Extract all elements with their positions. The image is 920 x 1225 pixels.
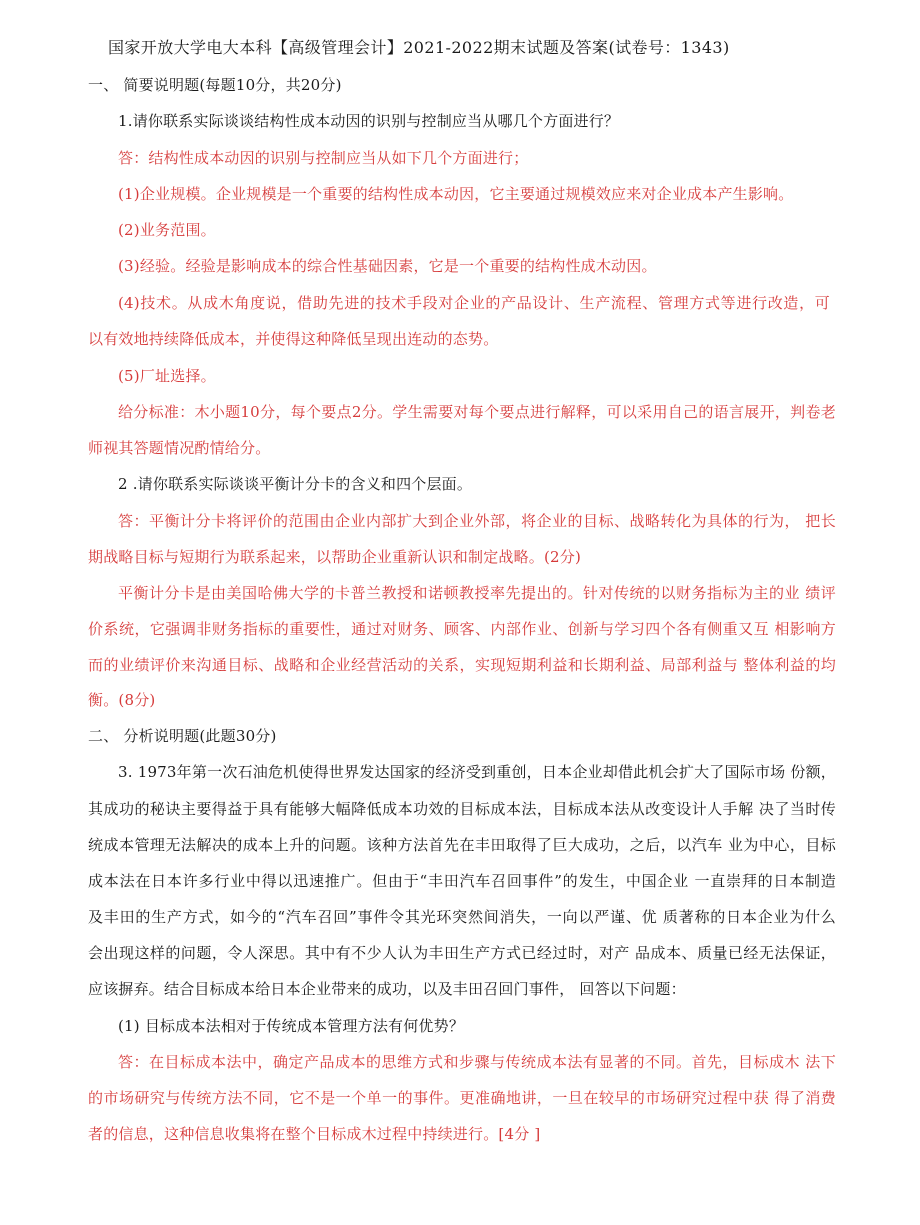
answer-2-line: 答：平衡计分卡将评价的范围由企业内部扩大到企业外部，将企业的目标、战略转化为具体的行为， 把长 — [118, 512, 836, 530]
section-heading-2: 二、 分析说明题(此题30分) — [88, 727, 277, 745]
section-heading-1: 一、 简要说明题(每题10分，共20分) — [88, 76, 342, 94]
case-text-line: 其成功的秘诀主要得益于具有能够大幅降低成本功效的目标成本法，目标成本法从改变设计人手解 决了当时传 — [88, 800, 836, 818]
answer-1-line: (3)经验。经验是影响成本的综合性基础因素，它是一个重要的结构性成木动因。 — [118, 257, 657, 275]
answer-2-line: 衡。(8分) — [88, 691, 156, 709]
sub-answer-line: 者的信息，这种信息收集将在整个目标成木过程中持续进行。[4分 ] — [88, 1125, 541, 1143]
case-text-line: 及丰田的生产方式，如今的“汽车召回”事件令其光环突然间消失，一向以严谨、优 质著称的日本企业为什么 — [88, 908, 836, 926]
answer-1-line: (2)业务范围。 — [118, 221, 216, 239]
case-text-line: 成本法在日本许多行业中得以迅速推广。但由于“丰田汽车召回事件”的发生，中国企业 一直崇拜的日本制造 — [88, 872, 836, 890]
case-text-line: 应该摒弃。结合目标成本给日本企业带来的成功，以及丰田召回门事件， 回答以下问题： — [88, 980, 686, 998]
sub-answer-line: 的市场研究与传统方法不同，它不是一个单一的事件。更准确地讲，一旦在较早的市场研究过程中获 得了消费 — [88, 1089, 836, 1107]
case-text-line: 会出现这样的问题，令人深思。其中有不少人认为丰田生产方式已经过时，对产 品成本、质量已经无法保证， — [88, 944, 836, 962]
answer-2-line: 平衡计分卡是由美国哈佛大学的卡普兰教授和诺顿教授率先提出的。针对传统的以财务指标为主的业 绩评 — [118, 584, 836, 602]
answer-2-line: 价系统，它强调非财务指标的重要性，通过对财务、顾客、内部作业、创新与学习四个各有侧重又互 相影响方 — [88, 620, 836, 638]
document-title: 国家开放大学电大本科【高级管理会计】2021-2022期末试题及答案(试卷号：1343) — [108, 38, 730, 57]
case-text-line: 统成本管理无法解决的成本上升的问题。该种方法首先在丰田取得了巨大成功，之后，以汽车 业为中心，目标 — [88, 836, 836, 854]
scoring-criteria-line: 师视其答题情况酌情给分。 — [88, 439, 271, 457]
answer-1-line: (1)企业规模。企业规模是一个重要的结构性成本动因，它主要通过规模效应来对企业成本产生影响。 — [118, 185, 794, 203]
answer-1-line: 以有效地持续降低成本，并使得这种降低呈现出连动的态势。 — [88, 330, 499, 348]
answer-1-line: 答：结构性成本动因的识别与控制应当从如下几个方面进行； — [118, 149, 529, 167]
sub-answer-line: 答：在目标成本法中，确定产品成本的思维方式和步骤与传统成本法有显著的不同。首先，目标成木 法下 — [118, 1053, 836, 1071]
answer-1-line: (5)厂址选择。 — [118, 367, 216, 385]
answer-1-line: (4)技术。从成木角度说，借助先进的技术手段对企业的产品设计、生产流程、管理方式等进行改造，可 — [118, 294, 830, 312]
sub-question-1: (1) 目标成本法相对于传统成本管理方法有何优势？ — [118, 1017, 465, 1035]
answer-2-line: 而的业绩评价来沟通目标、战略和企业经营活动的关系，实现短期利益和长期利益、局部利益与 整体利益的均 — [88, 656, 836, 674]
question-2: 2 .请你联系实际谈谈平衡计分卡的含义和四个层面。 — [118, 475, 473, 493]
scoring-criteria-line: 给分标准：木小题10分，每个要点2分。学生需要对每个要点进行解释，可以采用自己的语言展开，判卷老 — [118, 403, 836, 421]
case-text-line: 3. 1973年第一次石油危机使得世界发达国家的经济受到重创，日本企业却借此机会扩大了国际市场 份额， — [118, 763, 836, 781]
answer-2-line: 期战略目标与短期行为联系起来，以帮助企业重新认识和制定战略。(2分) — [88, 548, 582, 566]
question-1: 1.请你联系实际谈谈结构性成本动因的识别与控制应当从哪几个方面进行？ — [118, 112, 620, 130]
